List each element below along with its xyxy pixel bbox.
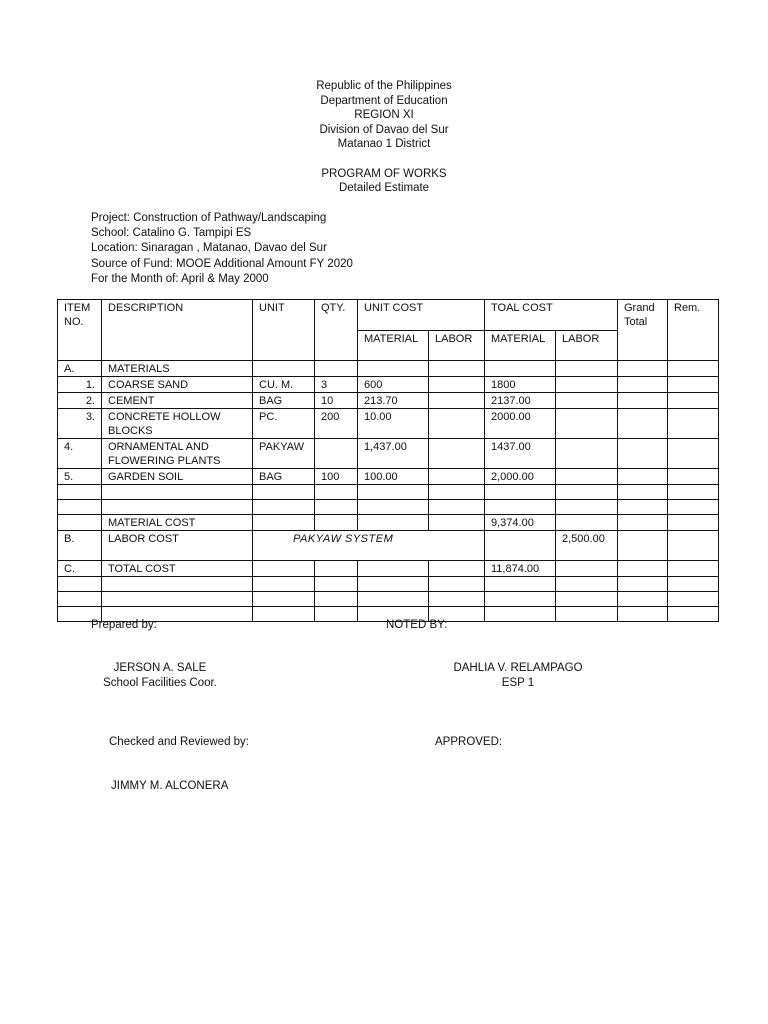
project-line: Project: Construction of Pathway/Landscaping: [91, 212, 327, 224]
row-total-material: 1437.00: [485, 439, 556, 469]
row-qty: 100: [315, 469, 358, 485]
row-unit: CU. M.: [253, 377, 315, 393]
row-unit: BAG: [253, 469, 315, 485]
row-description: CONCRETE HOLLOW BLOCKS: [102, 409, 253, 439]
header-spacer: [0, 152, 768, 167]
row-total-material: 2,000.00: [485, 469, 556, 485]
labor-cost-row: [58, 531, 719, 561]
school-line: School: Catalino G. Tampipi ES: [91, 227, 252, 240]
row-item: 1.: [58, 377, 102, 393]
header-republic: Republic of the Philippines: [316, 80, 452, 92]
row-unit-material: 213.70: [358, 393, 429, 409]
row-unit-material: 100.00: [358, 469, 429, 485]
subheader-total-labor: LABOR: [556, 331, 618, 361]
row-unit-material: 10.00: [358, 409, 429, 439]
section-a-label: MATERIALS: [102, 361, 253, 377]
row-unit: PAKYAW: [253, 439, 315, 469]
estimate-table: [57, 299, 719, 622]
row-item: 2.: [58, 393, 102, 409]
row-unit-material: 600: [358, 377, 429, 393]
month-line: For the Month of: April & May 2000: [91, 272, 269, 285]
subheader-unit-labor: LABOR: [429, 331, 485, 361]
header-grand-total: Grand Total: [618, 300, 668, 361]
checked-by-label: Checked and Reviewed by:: [109, 736, 249, 748]
approved-label: APPROVED:: [435, 736, 503, 748]
project-info: [91, 211, 353, 287]
table-row: [58, 409, 719, 439]
table-row: [58, 439, 719, 469]
row-qty: 200: [315, 409, 358, 439]
total-cost-row: [58, 561, 719, 577]
header-district: Matanao 1 District: [337, 138, 431, 151]
location-line: Location: Sinaragan , Matanao, Davao del Sur: [91, 242, 327, 255]
prepared-by-label: Prepared by:: [91, 619, 157, 631]
subheader-unit-material: MATERIAL: [358, 331, 429, 361]
noted-by-label: NOTED BY:: [386, 619, 448, 631]
empty-row: [58, 485, 719, 500]
section-a-row: [58, 361, 719, 377]
row-total-material: 1800: [485, 377, 556, 393]
fund-line: Source of Fund: MOOE Additional Amount FY 2020: [91, 257, 353, 270]
header-description: DESCRIPTION: [102, 300, 253, 361]
subheader-total-material: MATERIAL: [485, 331, 556, 361]
labor-cost-item: B.: [58, 531, 102, 561]
row-description: CEMENT: [102, 393, 253, 409]
table-row: [58, 469, 719, 485]
labor-cost-label: LABOR COST: [102, 531, 253, 561]
row-total-material: 2137.00: [485, 393, 556, 409]
header-rem: Rem.: [668, 300, 719, 361]
header-region: REGION XI: [354, 109, 414, 122]
row-unit-material: 1,437.00: [358, 439, 429, 469]
header-unit: UNIT: [253, 300, 315, 361]
row-unit: PC.: [253, 409, 315, 439]
preparer-title: School Facilities Coor.: [103, 677, 217, 689]
document-subtitle: Detailed Estimate: [338, 182, 430, 195]
section-a-item: A.: [58, 361, 102, 377]
material-cost-label: MATERIAL COST: [102, 515, 253, 531]
row-description: ORNAMENTAL AND FLOWERING PLANTS: [102, 439, 253, 469]
row-item: 5.: [58, 469, 102, 485]
material-cost-row: [58, 515, 719, 531]
document-title: PROGRAM OF WORKS: [321, 167, 447, 180]
row-qty: [315, 439, 358, 469]
table-row: [58, 377, 719, 393]
row-qty: 10: [315, 393, 358, 409]
preparer-name: JERSON A. SALE: [113, 662, 207, 674]
header-division: Division of Davao del Sur: [319, 123, 449, 136]
table-header-row: [58, 300, 719, 331]
empty-row: [58, 577, 719, 592]
noter-name: DAHLIA V. RELAMPAGO: [453, 662, 583, 674]
header-qty: QTY.: [315, 300, 358, 361]
total-cost-item: C.: [58, 561, 102, 577]
material-cost-value: 9,374.00: [485, 515, 556, 531]
labor-system: PAKYAW SYSTEM: [293, 533, 394, 545]
header-total-cost: TOAL COST: [485, 300, 618, 331]
header-item-no: ITEM NO.: [58, 300, 102, 361]
row-qty: 3: [315, 377, 358, 393]
row-total-material: 2000.00: [485, 409, 556, 439]
row-description: COARSE SAND: [102, 377, 253, 393]
empty-row: [58, 500, 719, 515]
labor-system-cell: [253, 531, 485, 561]
row-unit: BAG: [253, 393, 315, 409]
empty-row: [58, 592, 719, 607]
row-item: 3.: [58, 409, 102, 439]
table-row: [58, 393, 719, 409]
noter-title: ESP 1: [501, 677, 535, 689]
document-header: [0, 79, 768, 196]
row-item: 4.: [58, 439, 102, 469]
row-description: GARDEN SOIL: [102, 469, 253, 485]
header-department: Department of Education: [320, 94, 448, 107]
header-unit-cost: UNIT COST: [358, 300, 485, 331]
labor-cost-value: 2,500.00: [556, 531, 618, 561]
total-cost-label: TOTAL COST: [102, 561, 253, 577]
total-cost-value: 11,874.00: [485, 561, 556, 577]
checker-name: JIMMY M. ALCONERA: [111, 780, 229, 792]
